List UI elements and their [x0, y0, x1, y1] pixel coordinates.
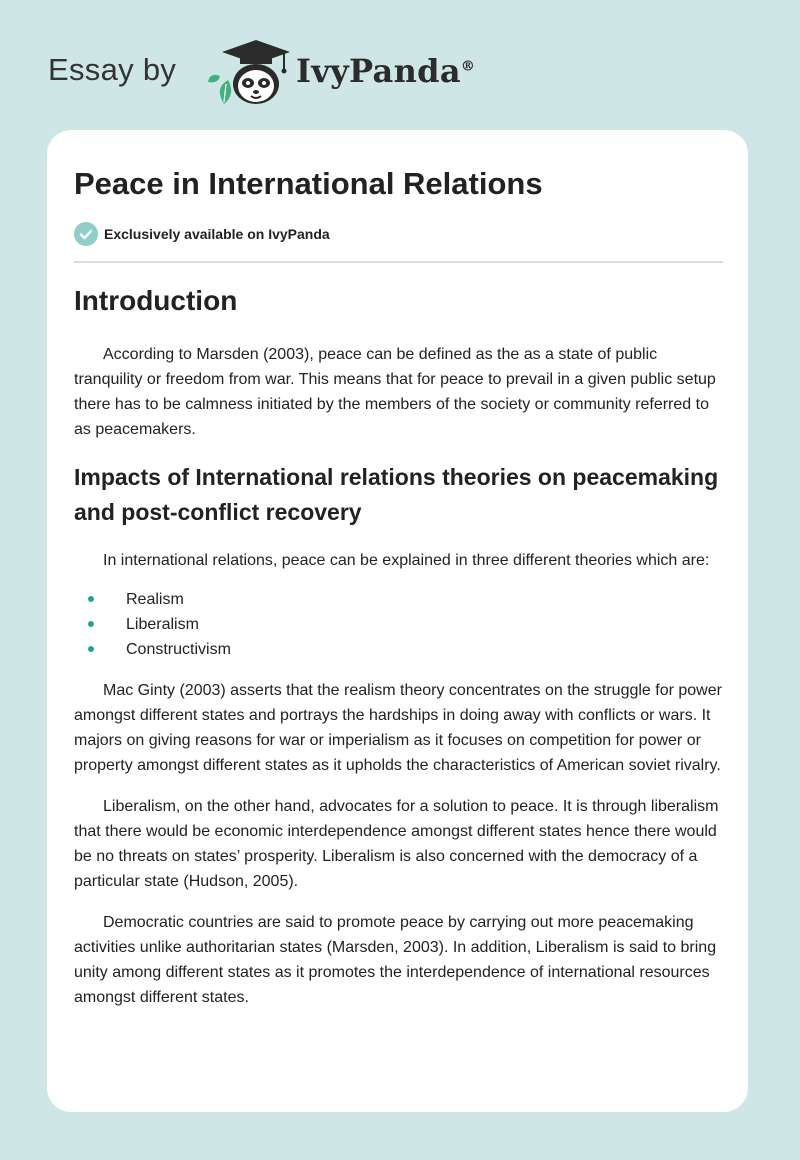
paragraph-democratic: Democratic countries are said to promote peace by carrying out more peacemaking activities unlike authoritarian states (Marsden, 2003). In addition, Liberalism is said to bring unity among different states as it promotes the interdependence of international resources amongst different states.: [74, 914, 717, 1006]
trademark-symbol: ®: [460, 58, 476, 75]
divider: [74, 261, 723, 263]
bullet-dot-icon: [88, 596, 94, 602]
panda-graduate-logo-icon[interactable]: [204, 36, 294, 108]
exclusive-label: Exclusively available on IvyPanda: [104, 226, 330, 242]
brand-name[interactable]: IvyPanda®: [296, 52, 476, 90]
paragraph-liberalism: Liberalism, on the other hand, advocates for a solution to peace. It is through liberalism that there would be economic interdependence amongst different states hence there would be no threats on states’ prosperity. Liberalism is also concerned with the democracy of a particular state (Hudson, 2005).: [74, 798, 719, 890]
list-item: Realism: [74, 587, 724, 612]
paragraph-realism: Mac Ginty (2003) asserts that the realism theory concentrates on the struggle for power amongst different states and portrays the hardships in doing away with conflicts or wars. It majors on giving reasons for war or imperialism as it focuses on competition for power or property amongst different states as it upholds the characteristics of American soviet rivalry.: [74, 682, 722, 774]
paragraph-impacts-intro: In international relations, peace can be explained in three different theories which are:: [103, 552, 710, 569]
site-header: [48, 36, 748, 116]
paragraph-introduction: According to Marsden (2003), peace can be defined as the as a state of public tranquility or freedom from war. This means that for peace to prevail in a given public setup there has to be calmness initiated by the members of the society or community referred to as peacemakers.: [74, 346, 716, 438]
section-heading-introduction: Introduction: [74, 285, 238, 316]
bullet-dot-icon: [88, 621, 94, 627]
essay-card: [47, 130, 748, 1112]
check-circle-icon: [74, 222, 98, 246]
bullet-dot-icon: [88, 646, 94, 652]
page-title: Peace in International Relations: [74, 166, 543, 201]
article-body: [74, 281, 724, 1010]
exclusive-badge: [74, 221, 330, 247]
section-heading-impacts: Impacts of International relations theories on peacemaking and post-conflict recovery: [74, 464, 719, 525]
brand-prefix: Essay by: [48, 52, 177, 87]
theories-list: [74, 587, 724, 662]
list-item: Constructivism: [74, 637, 724, 662]
list-item: Liberalism: [74, 612, 724, 637]
